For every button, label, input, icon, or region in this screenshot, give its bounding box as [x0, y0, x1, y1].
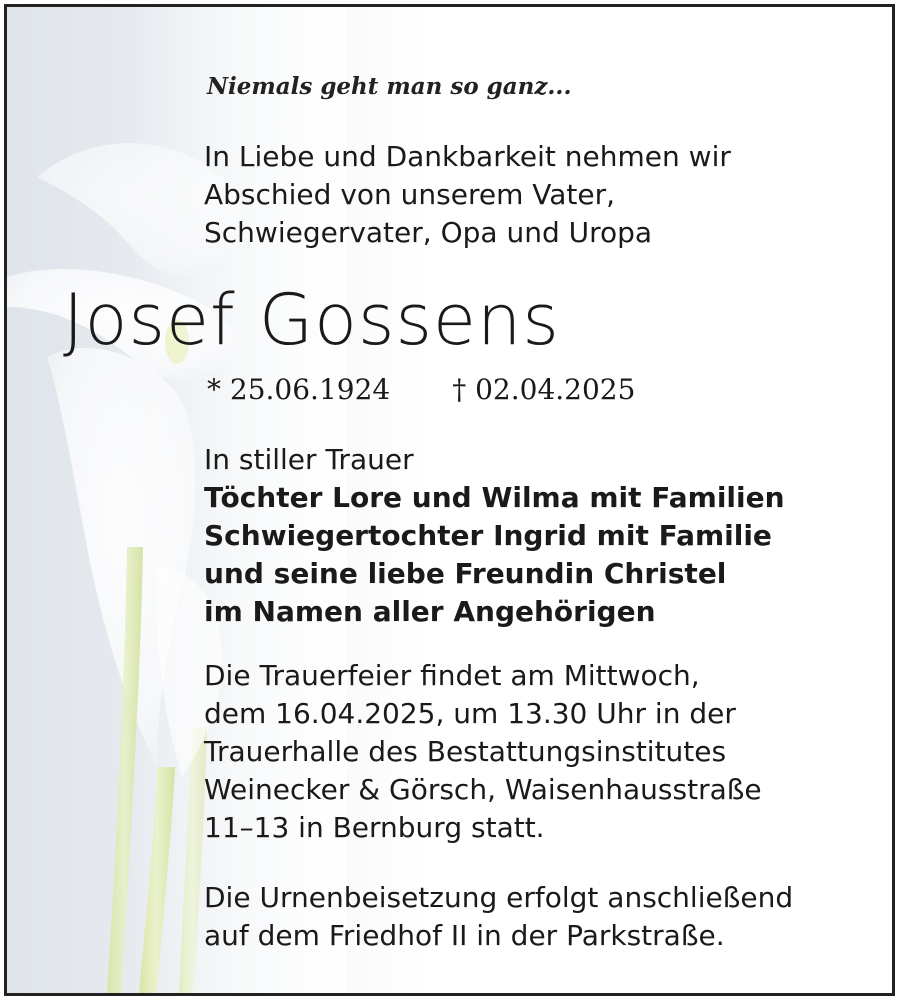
mourner-line: Töchter Lore und Wilma mit Familien	[204, 481, 785, 514]
urn-paragraph	[204, 879, 793, 955]
life-dates	[207, 373, 635, 406]
mourner-line: und seine liebe Freundin Christel	[204, 557, 727, 590]
mourner-line: Schwiegertochter Ingrid mit Familie	[204, 519, 772, 552]
mourner-line: im Namen aller Angehörigen	[204, 595, 656, 628]
intro-line: Abschied von unserem Vater,	[204, 178, 616, 211]
mourning-intro: In stiller Trauer	[204, 443, 414, 476]
mourners-paragraph	[204, 441, 785, 631]
motto-text: Niemals geht man so ganz...	[207, 73, 572, 100]
intro-paragraph	[204, 138, 731, 252]
service-line: dem 16.04.2025, um 13.30 Uhr in der	[204, 697, 736, 730]
intro-line: Schwiegervater, Opa und Uropa	[204, 216, 653, 249]
birth-date: * 25.06.1924	[207, 373, 391, 406]
deceased-name: Josef Gossens	[63, 279, 560, 361]
service-line: Weinecker & Görsch, Waisenhausstraße	[204, 773, 762, 806]
urn-line: auf dem Friedhof II in der Parkstraße.	[204, 919, 725, 952]
urn-line: Die Urnenbeisetzung erfolgt anschließend	[204, 881, 794, 914]
service-line: 11–13 in Bernburg statt.	[204, 811, 545, 844]
death-date: † 02.04.2025	[452, 373, 636, 406]
service-line: Trauerhalle des Bestattungsinstitutes	[204, 735, 727, 768]
service-paragraph	[204, 657, 762, 847]
intro-line: In Liebe und Dankbarkeit nehmen wir	[204, 140, 731, 173]
obituary-notice	[4, 4, 895, 996]
service-line: Die Trauerfeier findet am Mittwoch,	[204, 659, 700, 692]
